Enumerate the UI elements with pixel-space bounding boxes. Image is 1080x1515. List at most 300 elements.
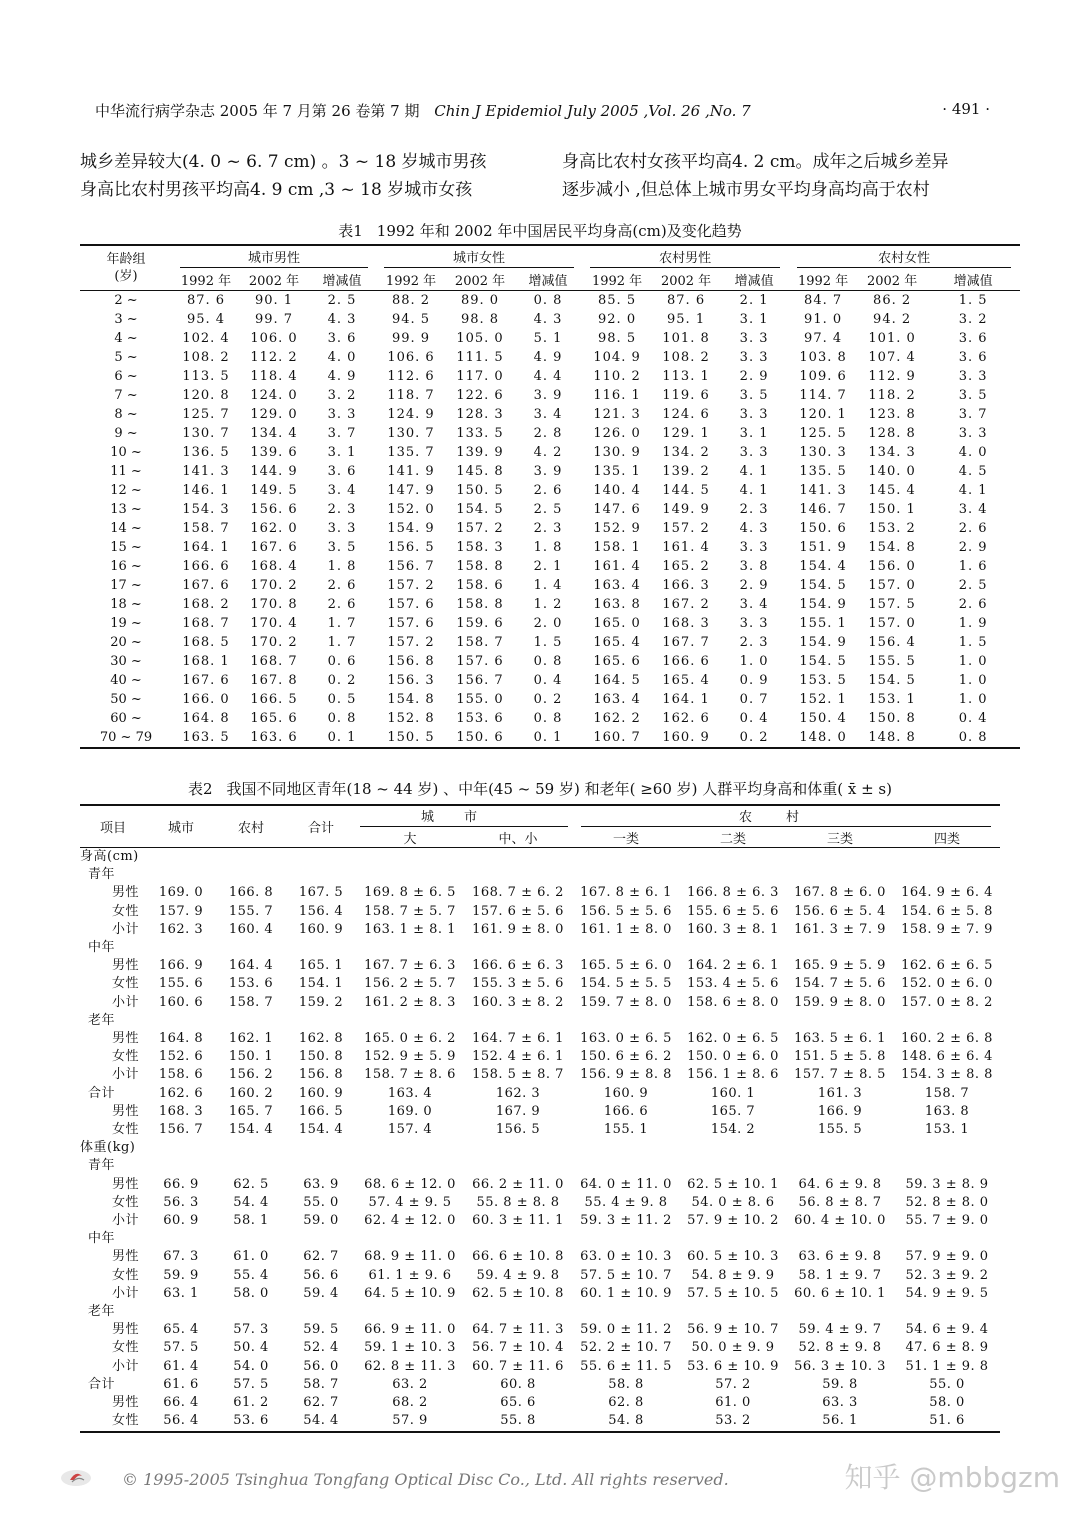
table-row <box>80 310 1020 329</box>
value-cell: 166. 9 <box>158 958 204 974</box>
value-cell: 161. 3 <box>817 1085 863 1101</box>
value-cell: 3. 7 <box>327 426 357 441</box>
table-row <box>80 1412 1000 1431</box>
value-cell: 3. 6 <box>958 331 988 346</box>
value-cell: 134. 4 <box>250 426 298 441</box>
value-cell: 157. 2 <box>387 578 435 593</box>
value-cell: 2. 9 <box>739 369 769 384</box>
value-cell: 3. 7 <box>958 407 988 422</box>
value-cell: 149. 5 <box>250 483 298 498</box>
value-cell: 165. 6 <box>593 654 641 669</box>
value-cell: 170. 4 <box>250 616 298 631</box>
value-cell: 152. 6 <box>158 1049 204 1065</box>
table1-body <box>80 291 1020 749</box>
value-cell: 59. 3 ± 11. 2 <box>580 1213 672 1229</box>
value-cell <box>680 848 786 867</box>
subheader-2002: 2002 年 <box>652 268 720 291</box>
value-cell: 3. 3 <box>958 426 988 441</box>
row-label: 老年 <box>88 1012 116 1028</box>
value-cell: 161. 9 ± 8. 0 <box>472 921 564 937</box>
row-label: 小计 <box>112 1213 140 1229</box>
value-cell: 1. 5 <box>958 635 988 650</box>
table-row <box>80 1267 1000 1285</box>
value-cell: 3. 3 <box>739 350 769 365</box>
value-cell: 57. 4 ± 9. 5 <box>368 1194 452 1210</box>
value-cell: 98. 5 <box>598 331 637 346</box>
age-group-cell: 13 ~ <box>110 502 142 517</box>
value-cell: 1. 2 <box>533 597 563 612</box>
value-cell <box>286 1157 356 1175</box>
value-cell: 158. 1 <box>593 540 641 555</box>
value-cell: 151. 9 <box>799 540 847 555</box>
value-cell: 150. 1 <box>868 502 916 517</box>
value-cell: 1. 5 <box>958 293 988 308</box>
value-cell: 156. 6 <box>250 502 298 517</box>
value-cell: 64. 6 ± 9. 8 <box>798 1176 882 1192</box>
value-cell: 128. 3 <box>456 407 504 422</box>
value-cell: 1. 0 <box>739 654 769 669</box>
value-cell: 129. 0 <box>250 407 298 422</box>
table-row <box>80 1339 1000 1357</box>
value-cell <box>572 848 680 867</box>
value-cell: 103. 8 <box>799 350 847 365</box>
value-cell: 124. 9 <box>387 407 435 422</box>
text-line: 逐步减小 ,但总体上城市男女平均身高均高于农村 <box>562 180 930 200</box>
value-cell: 165. 7 <box>228 1103 274 1119</box>
value-cell: 2. 3 <box>533 521 563 536</box>
value-cell: 159. 6 <box>456 616 504 631</box>
value-cell: 168. 3 <box>158 1103 204 1119</box>
row-label: 男性 <box>112 1322 140 1338</box>
value-cell: 0. 2 <box>720 728 788 748</box>
value-cell <box>572 939 680 957</box>
group-header-city <box>356 805 572 827</box>
value-cell: 4. 3 <box>327 312 357 327</box>
value-cell: 116. 1 <box>593 388 641 403</box>
value-cell: 154. 9 <box>799 635 847 650</box>
value-cell: 57. 2 <box>715 1376 751 1392</box>
value-cell: 163. 5 <box>172 728 240 748</box>
value-cell: 155. 7 <box>228 903 274 919</box>
value-cell: 52. 4 <box>303 1340 339 1356</box>
value-cell <box>572 1157 680 1175</box>
row-label: 男性 <box>112 1031 140 1047</box>
row-label: 女性 <box>80 1412 146 1431</box>
value-cell: 166. 6 <box>662 654 710 669</box>
table-row <box>80 957 1000 975</box>
value-cell: 2. 1 <box>533 559 563 574</box>
value-cell: 155. 5 <box>817 1122 863 1138</box>
table-row <box>80 1194 1000 1212</box>
value-cell <box>464 866 572 884</box>
value-cell: 0. 6 <box>327 654 357 669</box>
subheader-rural-class2: 二类 <box>680 827 786 848</box>
subheader-change: 增减值 <box>308 268 376 291</box>
value-cell: 162. 0 <box>250 521 298 536</box>
value-cell: 56. 3 <box>163 1194 199 1210</box>
value-cell: 51. 6 <box>894 1412 1000 1431</box>
value-cell: 155. 1 <box>799 616 847 631</box>
value-cell: 159. 9 ± 8. 0 <box>794 994 886 1010</box>
row-label: 中年 <box>88 940 116 956</box>
value-cell: 165. 6 <box>250 711 298 726</box>
table-row <box>80 728 1020 748</box>
value-cell: 58. 0 <box>233 1285 269 1301</box>
value-cell: 3. 3 <box>739 407 769 422</box>
age-group-cell: 9 ~ <box>114 426 138 441</box>
value-cell: 156. 9 ± 8. 8 <box>580 1067 672 1083</box>
value-cell: 57. 5 <box>233 1376 269 1392</box>
value-cell: 112. 6 <box>387 369 435 384</box>
value-cell: 98. 8 <box>460 312 500 327</box>
subheader-change: 增减值 <box>926 268 1020 291</box>
value-cell <box>146 939 216 957</box>
table-row <box>80 709 1020 728</box>
table-row <box>80 939 1000 957</box>
value-cell: 146. 1 <box>182 483 230 498</box>
value-cell: 163. 4 <box>593 578 641 593</box>
value-cell: 65. 4 <box>163 1322 199 1338</box>
value-cell: 62. 7 <box>303 1249 339 1265</box>
value-cell: 166. 3 <box>662 578 710 593</box>
value-cell: 108. 2 <box>662 350 710 365</box>
value-cell: 2. 5 <box>327 293 357 308</box>
row-label: 女性 <box>112 1194 140 1210</box>
value-cell: 2. 1 <box>739 293 769 308</box>
value-cell: 154. 9 <box>387 521 435 536</box>
value-cell <box>216 1303 286 1321</box>
value-cell: 60. 3 ± 11. 1 <box>472 1213 564 1229</box>
value-cell: 161. 4 <box>593 559 641 574</box>
value-cell: 167. 5 <box>298 885 344 901</box>
table-row <box>80 1121 1000 1139</box>
value-cell: 160. 4 <box>228 921 274 937</box>
value-cell: 165. 4 <box>662 673 710 688</box>
table1-title: 1992 年和 2002 年中国居民平均身高(cm)及变化趋势 <box>376 222 742 240</box>
value-cell: 104. 9 <box>593 350 641 365</box>
value-cell <box>572 1230 680 1248</box>
value-cell: 129. 1 <box>662 426 710 441</box>
value-cell: 153. 1 <box>924 1122 970 1138</box>
value-cell: 168. 3 <box>662 616 710 631</box>
table-row <box>80 921 1000 939</box>
value-cell <box>786 1230 894 1248</box>
value-cell: 57. 9 ± 10. 2 <box>687 1213 779 1229</box>
value-cell: 1. 6 <box>958 559 988 574</box>
table1-label: 表1 <box>338 222 363 240</box>
value-cell: 134. 2 <box>662 445 710 460</box>
value-cell: 66. 6 ± 10. 8 <box>472 1249 564 1265</box>
table-row <box>80 1230 1000 1248</box>
row-label: 男性 <box>112 885 140 901</box>
value-cell <box>356 939 464 957</box>
subheader-rural-class3: 三类 <box>786 827 894 848</box>
table-row <box>80 1048 1000 1066</box>
value-cell: 62. 8 ± 11. 3 <box>364 1358 456 1374</box>
row-label: 女性 <box>112 1122 140 1138</box>
value-cell: 59. 4 ± 9. 8 <box>476 1267 560 1283</box>
value-cell: 153. 1 <box>868 692 916 707</box>
value-cell: 62. 4 ± 12. 0 <box>364 1213 456 1229</box>
body-paragraph <box>80 148 1010 208</box>
value-cell: 169. 0 <box>158 885 204 901</box>
table-row <box>80 424 1020 443</box>
value-cell <box>464 1230 572 1248</box>
value-cell: 55. 4 <box>233 1267 269 1283</box>
value-cell: 166. 6 <box>603 1103 649 1119</box>
value-cell: 158. 3 <box>456 540 504 555</box>
value-cell: 164. 7 ± 6. 1 <box>472 1031 564 1047</box>
value-cell: 56. 1 <box>786 1412 894 1431</box>
value-cell: 50. 4 <box>233 1340 269 1356</box>
value-cell: 157. 0 <box>868 616 916 631</box>
value-cell: 2. 3 <box>739 502 769 517</box>
table-row <box>80 1085 1000 1103</box>
text-line: 城乡差异较大(4. 0 ~ 6. 7 cm) 。3 ~ 18 岁城市男孩 <box>80 152 487 172</box>
value-cell: 60. 9 <box>163 1213 199 1229</box>
value-cell <box>894 1012 1000 1030</box>
publisher-logo-icon <box>60 1468 92 1488</box>
value-cell: 168. 7 ± 6. 2 <box>472 885 564 901</box>
value-cell: 154. 8 <box>387 692 435 707</box>
value-cell: 97. 4 <box>804 331 843 346</box>
value-cell: 152. 9 <box>593 521 641 536</box>
value-cell: 0. 5 <box>327 692 357 707</box>
value-cell: 65. 6 <box>500 1395 536 1411</box>
value-cell <box>572 1139 680 1157</box>
table-row <box>80 1103 1000 1121</box>
value-cell <box>894 1303 1000 1321</box>
value-cell: 3. 6 <box>327 331 357 346</box>
table-row <box>80 1358 1000 1376</box>
text-column-left <box>80 148 520 204</box>
value-cell: 160. 3 ± 8. 1 <box>687 921 779 937</box>
value-cell: 4. 2 <box>533 445 563 460</box>
value-cell: 55. 0 <box>929 1376 965 1392</box>
value-cell: 167. 6 <box>182 673 230 688</box>
value-cell: 161. 2 ± 8. 3 <box>364 994 456 1010</box>
table-row <box>80 975 1000 993</box>
item-header: 项目 <box>80 805 146 848</box>
value-cell: 139. 6 <box>250 445 298 460</box>
value-cell: 161. 1 ± 8. 0 <box>580 921 672 937</box>
value-cell: 57. 3 <box>233 1322 269 1338</box>
value-cell: 166. 6 <box>182 559 230 574</box>
table-row <box>80 348 1020 367</box>
value-cell <box>216 1230 286 1248</box>
value-cell: 55. 0 <box>303 1194 339 1210</box>
table-row <box>80 614 1020 633</box>
value-cell: 166. 6 ± 6. 3 <box>472 958 564 974</box>
age-group-cell: 2 ~ <box>114 293 138 308</box>
value-cell: 155. 1 <box>603 1122 649 1138</box>
value-cell: 91. 0 <box>804 312 843 327</box>
row-label: 男性 <box>112 958 140 974</box>
row-label: 小计 <box>112 921 140 937</box>
value-cell: 50. 0 ± 9. 9 <box>691 1340 775 1356</box>
group-header-label: 农村 <box>581 806 992 827</box>
value-cell: 0. 8 <box>533 293 563 308</box>
value-cell: 101. 0 <box>868 331 916 346</box>
value-cell: 68. 6 ± 12. 0 <box>364 1176 456 1192</box>
value-cell: 95. 4 <box>186 312 226 327</box>
value-cell: 157. 5 <box>868 597 916 612</box>
subheader-1992: 1992 年 <box>172 268 240 291</box>
value-cell: 66. 9 <box>163 1176 199 1192</box>
value-cell: 154. 6 ± 5. 8 <box>901 903 993 919</box>
value-cell <box>286 1012 356 1030</box>
table-row <box>80 291 1020 311</box>
value-cell: 163. 4 <box>387 1085 433 1101</box>
value-cell: 154. 7 ± 5. 6 <box>794 976 886 992</box>
value-cell <box>894 1157 1000 1175</box>
value-cell: 150. 1 <box>228 1049 274 1065</box>
subheader-2002: 2002 年 <box>240 268 308 291</box>
value-cell: 87. 6 <box>667 293 706 308</box>
value-cell: 1. 0 <box>958 654 988 669</box>
value-cell: 165. 5 ± 6. 0 <box>580 958 672 974</box>
value-cell: 159. 7 ± 8. 0 <box>580 994 672 1010</box>
age-group-cell: 4 ~ <box>114 331 138 346</box>
value-cell: 3. 1 <box>327 445 357 460</box>
table-row <box>80 1285 1000 1303</box>
row-label: 小计 <box>112 1285 140 1301</box>
value-cell: 157. 6 <box>387 597 435 612</box>
table-row <box>80 538 1020 557</box>
value-cell: 52. 8 ± 9. 8 <box>798 1340 882 1356</box>
value-cell: 58. 1 <box>233 1213 269 1229</box>
value-cell: 59. 3 ± 8. 9 <box>905 1176 989 1192</box>
value-cell <box>146 848 216 867</box>
value-cell: 54. 4 <box>233 1194 269 1210</box>
value-cell: 135. 7 <box>387 445 435 460</box>
value-cell: 163. 6 <box>240 728 308 748</box>
value-cell <box>146 1157 216 1175</box>
value-cell: 157. 6 <box>387 616 435 631</box>
value-cell: 57. 5 ± 10. 5 <box>687 1285 779 1301</box>
value-cell: 155. 6 <box>158 976 204 992</box>
value-cell: 154. 5 <box>799 578 847 593</box>
value-cell: 62. 7 <box>303 1395 339 1411</box>
table2-body <box>80 848 1000 1432</box>
value-cell: 54. 9 ± 9. 5 <box>905 1285 989 1301</box>
value-cell: 118. 4 <box>250 369 298 384</box>
table-row <box>80 866 1000 884</box>
value-cell: 162. 6 <box>158 1085 204 1101</box>
value-cell <box>146 1139 216 1157</box>
value-cell: 154. 4 <box>298 1122 344 1138</box>
group-header-rural <box>572 805 1000 827</box>
value-cell: 167. 6 <box>182 578 230 593</box>
value-cell: 56. 0 <box>303 1358 339 1374</box>
table-row <box>80 576 1020 595</box>
value-cell: 128. 8 <box>868 426 916 441</box>
row-label: 中年 <box>88 1231 116 1247</box>
value-cell: 162. 2 <box>593 711 641 726</box>
value-cell: 1. 8 <box>327 559 357 574</box>
value-cell: 156. 7 <box>158 1122 204 1138</box>
value-cell: 165. 0 <box>593 616 641 631</box>
value-cell: 3. 3 <box>327 521 357 536</box>
table1-subheader-row <box>80 268 1020 291</box>
value-cell: 154. 1 <box>298 976 344 992</box>
value-cell <box>786 1012 894 1030</box>
value-cell: 114. 7 <box>799 388 847 403</box>
value-cell: 3. 3 <box>327 407 357 422</box>
table-row <box>80 1376 1000 1394</box>
value-cell: 163. 8 <box>593 597 641 612</box>
table-row <box>80 903 1000 921</box>
value-cell: 158. 5 ± 8. 7 <box>472 1067 564 1083</box>
value-cell: 94. 5 <box>391 312 431 327</box>
value-cell: 124. 0 <box>250 388 298 403</box>
value-cell: 3. 5 <box>327 540 357 555</box>
table-row <box>80 690 1020 709</box>
row-label: 合计 <box>88 1376 116 1392</box>
value-cell: 3. 4 <box>739 597 769 612</box>
value-cell: 55. 7 ± 9. 0 <box>905 1213 989 1229</box>
value-cell: 60. 1 ± 10. 9 <box>580 1285 672 1301</box>
subheader-2002: 2002 年 <box>858 268 926 291</box>
table-row <box>80 519 1020 538</box>
value-cell: 155. 0 <box>456 692 504 707</box>
value-cell <box>894 1230 1000 1248</box>
value-cell: 158. 6 <box>456 578 504 593</box>
value-cell: 160. 2 <box>228 1085 274 1101</box>
group-header-rural-male <box>582 245 788 268</box>
value-cell: 52. 8 ± 8. 0 <box>905 1194 989 1210</box>
value-cell: 121. 3 <box>593 407 641 422</box>
value-cell: 64. 0 ± 11. 0 <box>580 1176 672 1192</box>
value-cell: 56. 4 <box>146 1412 216 1431</box>
value-cell: 167. 6 <box>250 540 298 555</box>
value-cell <box>146 1303 216 1321</box>
value-cell: 162. 3 <box>158 921 204 937</box>
value-cell: 59. 5 <box>303 1322 339 1338</box>
age-group-cell: 70 ~ 79 <box>80 728 172 748</box>
value-cell: 60. 7 ± 11. 6 <box>472 1358 564 1374</box>
value-cell: 162. 3 <box>495 1085 541 1101</box>
value-cell: 153. 2 <box>868 521 916 536</box>
table1-caption <box>0 220 1080 241</box>
table-row <box>80 652 1020 671</box>
value-cell: 164. 5 <box>593 673 641 688</box>
value-cell <box>464 939 572 957</box>
value-cell: 168. 1 <box>182 654 230 669</box>
value-cell: 168. 7 <box>250 654 298 669</box>
value-cell: 55. 8 ± 8. 8 <box>476 1194 560 1210</box>
value-cell: 3. 9 <box>533 464 563 479</box>
value-cell: 157. 2 <box>456 521 504 536</box>
value-cell: 0. 8 <box>533 711 563 726</box>
value-cell: 2. 9 <box>958 540 988 555</box>
table-row <box>80 1139 1000 1157</box>
age-group-cell: 12 ~ <box>110 483 142 498</box>
value-cell: 154. 4 <box>228 1122 274 1138</box>
row-label: 女性 <box>112 1267 140 1283</box>
value-cell: 144. 5 <box>662 483 710 498</box>
value-cell: 170. 8 <box>250 597 298 612</box>
value-cell: 59. 4 ± 9. 7 <box>798 1322 882 1338</box>
value-cell: 47. 6 ± 8. 9 <box>905 1340 989 1356</box>
value-cell: 108. 2 <box>182 350 230 365</box>
value-cell <box>216 1139 286 1157</box>
table-row <box>80 1012 1000 1030</box>
value-cell: 133. 5 <box>456 426 504 441</box>
value-cell: 155. 3 ± 5. 6 <box>472 976 564 992</box>
value-cell: 53. 2 <box>680 1412 786 1431</box>
text-column-right <box>562 148 1002 204</box>
